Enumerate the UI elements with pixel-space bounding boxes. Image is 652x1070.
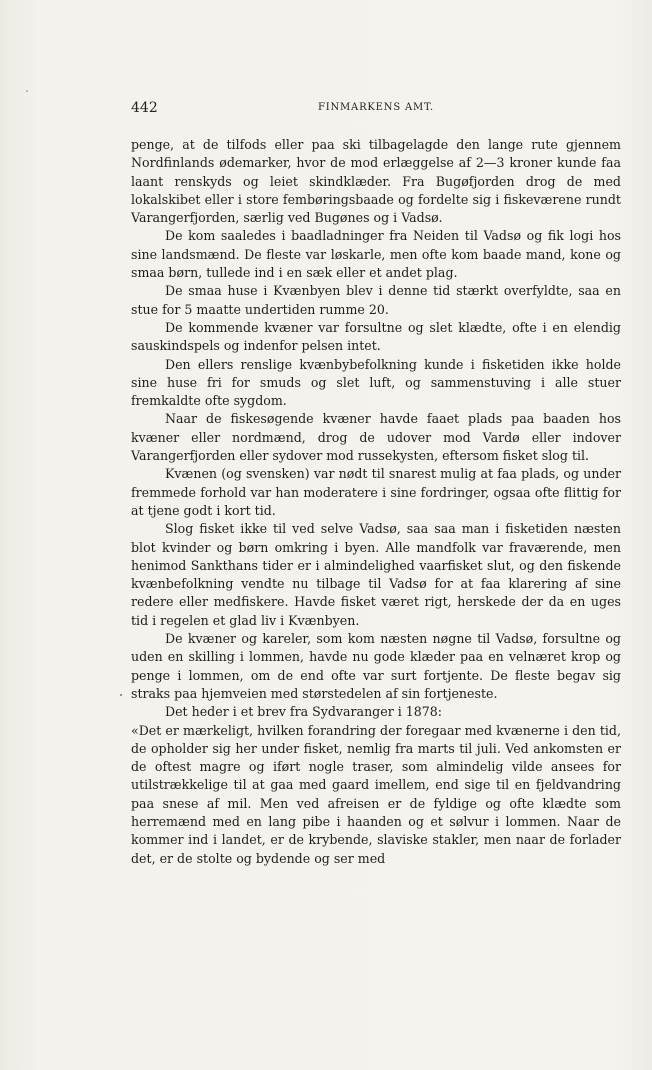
paragraph: Slog fisket ikke til ved selve Vadsø, saa saa man i fisketiden næsten blot kvinder og børn omkring i byen. Alle mandfolk var fraværende, men henimod Sankthans tider er i almindelighed vaarfisket slut, og den fiskende kvænbefolkning vendte nu tilbage til Vadsø for at faa klarering af sine redere eller medfiskere. Havde fisket været rigt, herskede der da en uges tid i regelen et glad liv i Kvænbyen.	[131, 521, 621, 628]
paragraph: De smaa huse i Kvænbyen blev i denne tid stærkt overfyldte, saa en stue for 5 maatte undertiden rumme 20.	[131, 283, 621, 317]
paragraph: Kvænen (og svensken) var nødt til snarest mulig at faa plads, og under fremmede forhold var han moderatere i sine fordringer, ogsaa ofte flittig for at tjene godt i kort tid.	[131, 466, 621, 518]
paragraph: Det heder i et brev fra Sydvaranger i 1878:	[165, 704, 443, 720]
paragraph: penge, at de tilfods eller paa ski tilbagelagde den lange rute gjennem Nordfinlands ødemarker, hvor de mod erlæggelse af 2—3 kroner kunde faa laant renskyds og leiet skindklæder. Fra Bugøfjorden drog de med lokalskibet eller i store fembøringsbaade og fordelte sig i fiskeværene rundt Varangerfjorden, særlig ved Bugønes og i Vadsø.	[131, 137, 621, 226]
quoted-letter: «Det er mærkeligt, hvilken forandring der foregaar med kvænerne i den tid, de opholder sig her under fisket, nemlig fra marts til juli. Ved ankomsten er de oftest magre og iført nogle traser, som almindelig vilde ansees for utilstrækkelige til at gaa med gaard imellem, end sige til en fjeldvandring paa snese af mil. Men ved afreisen er de fyldige og ofte klædte som herremænd med en lang pibe i haanden og et sølvur i lommen. Naar de kommer ind i landet, er de krybende, slaviske stakler, men naar de forlader det, er de stolte og bydende og ser med	[131, 722, 621, 866]
scan-speck	[26, 90, 28, 92]
paragraph: De kvæner og kareler, som kom næsten nøgne til Vadsø, forsultne og uden en skilling i lommen, havde nu gode klæder paa en velnæret krop og penge i lommen, om de end ofte var surt fortjente. De fleste begav sig straks paa hjemveien med størstedelen af sin fortjeneste.	[131, 631, 621, 701]
paragraph: Den ellers renslige kvænbybefolkning kunde i fisketiden ikke holde sine huse fri for smuds og slet luft, og sammenstuving i alle stuer fremkaldte ofte sygdom.	[131, 356, 621, 409]
scan-speck	[120, 694, 122, 696]
page-number: 442	[131, 100, 158, 116]
page-header	[131, 100, 621, 118]
paragraph: De kom saaledes i baadladninger fra Neiden til Vadsø og fik logi hos sine landsmænd. De fleste var løskarle, men ofte kom baade mand, kone og smaa børn, tullede ind i en sæk eller et andet plag.	[131, 228, 621, 281]
body-text	[131, 136, 621, 868]
paragraph: Naar de fiskesøgende kvæner havde faaet plads paa baaden hos kvæner eller nordmænd, drog de udover mod Vardø eller indover Varangerfjorden eller sydover mod russekysten, eftersom fisket slog til.	[131, 411, 621, 464]
paragraph: De kommende kvæner var forsultne og slet klædte, ofte i en elendig sauskindspels og indenfor pelsen intet.	[131, 319, 621, 354]
running-head: FINMARKENS AMT.	[317, 102, 435, 113]
